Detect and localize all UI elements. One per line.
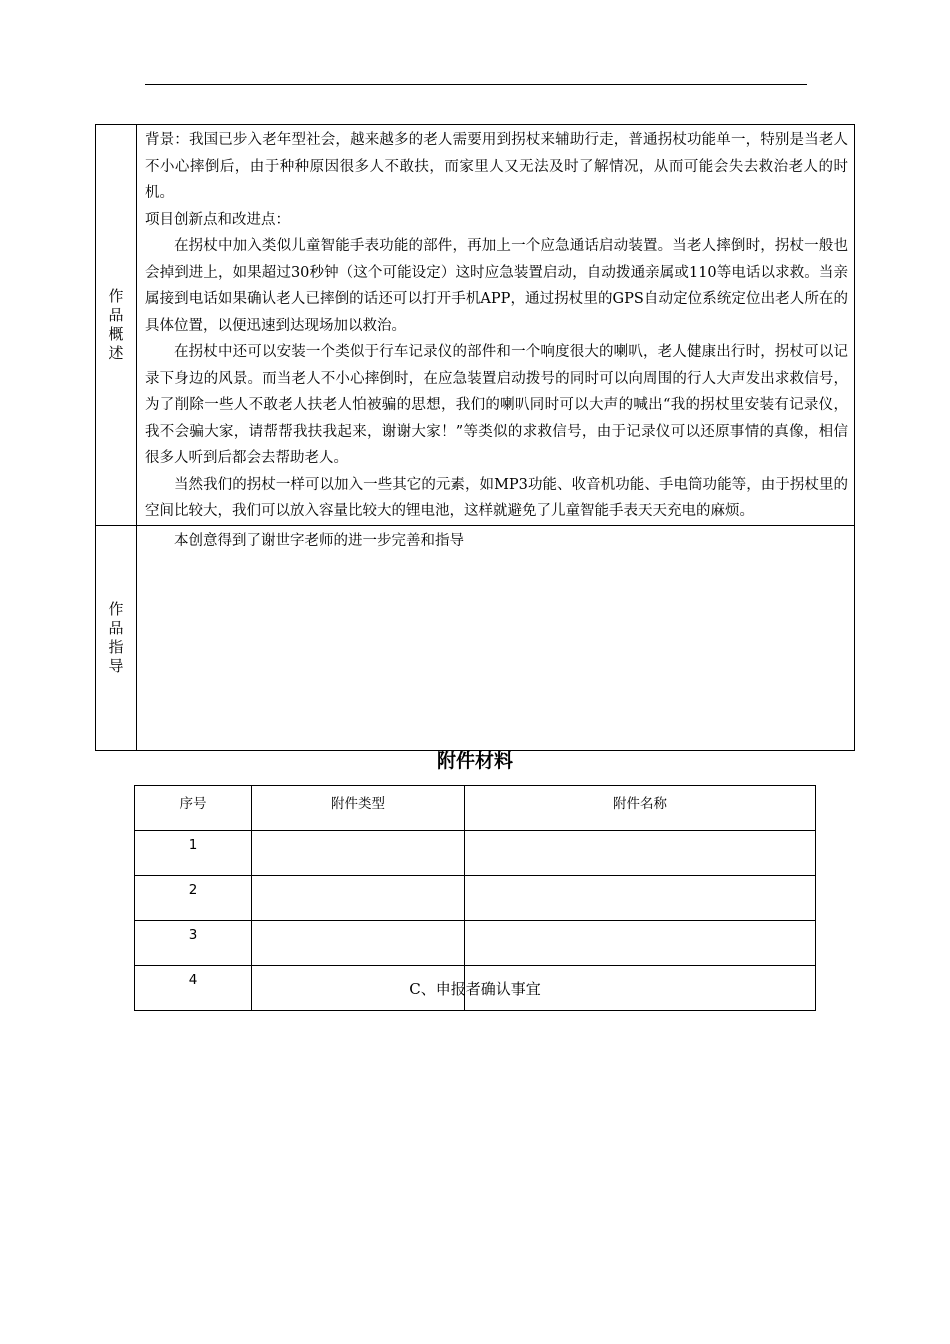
overview-content (137, 125, 855, 526)
innovation-paragraph-3: 当然我们的拐杖一样可以加入一些其它的元素，如MP3功能、收音机功能、手电筒功能等，由于拐杖里的空间比较大，我们可以放入容量比较大的锂电池，这样就避免了儿童智能手表天天充电的麻烦。 (145, 476, 848, 519)
innovation-paragraph-1: 在拐杖中加入类似儿童智能手表功能的部件，再加上一个应急通话启动装置。当老人摔倒时，拐杖一般也会掉到进上，如果超过30秒钟（这个可能设定）这时应急装置启动，自动拨通亲属或110等电话以求救。当亲属接到电话如果确认老人已摔倒的话还可以打开手机APP，通过拐杖里的GPS自动定位系统定位出老人所在的具体位置，以便迅速到达现场加以救治。 (145, 238, 848, 334)
innovation-heading: 项目创新点和改进点： (145, 211, 290, 228)
guidance-label: 作品指导 (108, 600, 124, 675)
project-info-table (95, 124, 855, 751)
row-type[interactable] (252, 831, 465, 876)
guidance-row (96, 526, 855, 751)
header-type: 附件类型 (252, 786, 465, 831)
header-rule (145, 84, 807, 85)
row-name[interactable] (465, 831, 816, 876)
row-index: 4 (135, 966, 252, 1011)
row-name[interactable] (465, 921, 816, 966)
row-type[interactable] (252, 921, 465, 966)
appendix-title: 附件材料 (436, 750, 513, 772)
guidance-label-cell (96, 526, 137, 751)
background-paragraph: 背景：我国已步入老年型社会，越来越多的老人需要用到拐杖来辅助行走，普通拐杖功能单一，特别是当老人不小心摔倒后，由于种种原因很多人不敢扶，而家里人又无法及时了解情况，从而可能会失去救治老人的时机。 (145, 132, 848, 201)
table-row (135, 831, 816, 876)
guidance-text: 本创意得到了谢世字老师的进一步完善和指导 (174, 533, 464, 549)
innovation-paragraph-2: 在拐杖中还可以安装一个类似于行车记录仪的部件和一个响度很大的喇叭，老人健康出行时，拐杖可以记录下身边的风景。而当老人不小心摔倒时，在应急装置启动拨号的同时可以向周围的行人大声发出求救信号，为了削除一些人不敢老人扶老人怕被骗的思想，我们的喇叭同时可以大声的喊出“我的拐杖里安装有记录仪，我不会骗大家，请帮帮我扶我起来，谢谢大家！”等类似的求救信号，由于记录仪可以还原事情的真像，相信很多人听到后都会去帮助老人。 (145, 344, 848, 466)
row-index: 2 (135, 876, 252, 921)
overview-row (96, 125, 855, 526)
row-type[interactable] (252, 876, 465, 921)
table-row (135, 921, 816, 966)
confirm-heading: C、申报者确认事宜 (409, 980, 541, 998)
row-index: 3 (135, 921, 252, 966)
header-index: 序号 (135, 786, 252, 831)
row-index: 1 (135, 831, 252, 876)
overview-label-cell (96, 125, 137, 526)
header-name: 附件名称 (465, 786, 816, 831)
overview-label: 作品概述 (108, 287, 124, 362)
attachment-header-row (135, 786, 816, 831)
table-row (135, 876, 816, 921)
row-name[interactable] (465, 876, 816, 921)
guidance-content (137, 526, 855, 751)
